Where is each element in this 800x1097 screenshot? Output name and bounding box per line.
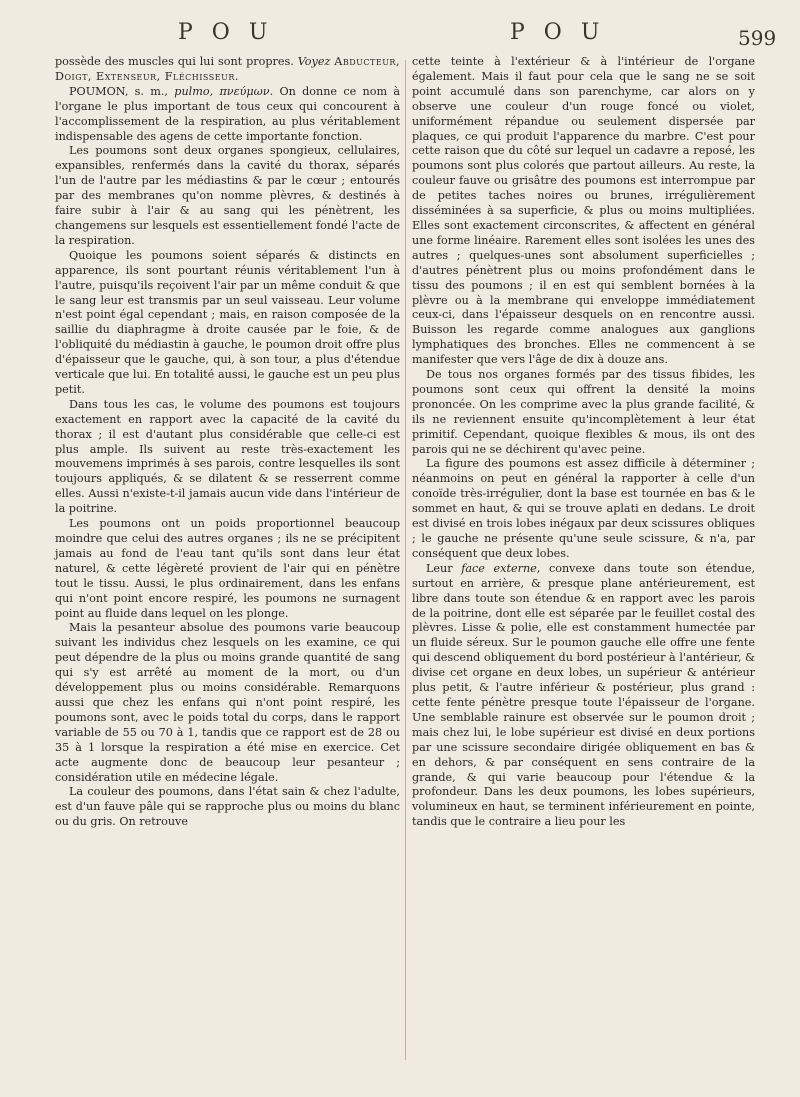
paragraph: cette teinte à l'extérieur & à l'intérieur de l'organe également. Mais il faut pour cela que le sang ne se soit point accumulé dans son parenchyme, car alors on y observe une couleur d'un rouge foncé ou violet, uniformément répandue ou seulement dispersée par plaques, ce qui produit l'apparence du marbre. C'est pour cette raison que du côté sur lequel un cadavre a reposé, les poumons sont plus colorés que partout ailleurs. Au reste, la couleur fauve ou grisâtre des poumons est interrompue par de petites taches noires ou brunes, irrégulièrement disséminées à sa superficie, & plus ou moins multipliées. Elles sont exactement circonscrites, & affectent en général une forme linéaire. Rarement elles sont isolées les unes des autres ; quelques-unes sont absolument superficielles ; d'autres pénètrent plus ou moins profondément dans le tissu des poumons ; il en est qui semblent bornées à la plèvre ou à la membrane qui enveloppe immédiatement ceux-ci, dans l'épaisseur desquels on en rencontre aussi. Buisson les regarde comme analogues aux ganglions lymphatiques des bronches. Elles ne commencent à se manifester que vers l'âge de dix à douze ans.	[412, 55, 755, 367]
paragraph: De tous nos organes formés par des tissus fibides, les poumons sont ceux qui offrent la densité la moins prononcée. On les comprime avec la plus grande facilité, & ils ne reviennent ensuite qu'incomplètement à leur état primitif. Cependant, quoique flexibles & mous, ils ont des parois qui ne se déchirent qu'avec peine.	[412, 368, 755, 456]
paragraph: Mais la pesanteur absolue des poumons varie beaucoup suivant les individus chez lesquels on les examine, ce qui peut dépendre de la plus ou moins grande quantité de sang qui s'y est arrêté au moment de la mort, ou d'un développement plus ou moins considérable. Remarquons aussi que chez les enfans qui n'ont point respiré, les poumons sont, avec le poids total du corps, dans le rapport variable de 55 ou 70 à 1, tandis que ce rapport est de 28 ou 35 à 1 lorsque la respiration a été mise en exercice. Cet acte augmente donc de beaucoup leur pesanteur ; considération utile en médecine légale.	[55, 621, 400, 784]
latin-term: pulmo,	[174, 84, 214, 98]
paragraph: Quoique les poumons soient séparés & distincts en apparence, ils sont pourtant réunis véritablement l'un à l'autre, puisqu'ils reçoivent l'air par un même conduit & que le sang leur est transmis par un seul vaisseau. Leur volume n'est point égal cependant ; mais, en raison composée de la saillie du diaphragme à droite causée par le foie, & de l'obliquité du médiastin à gauche, le poumon droit offre plus d'épaisseur que le gauche, qui, à son tour, a plus d'étendue verticale que lui. En totalité aussi, le gauche est un peu plus petit.	[55, 248, 400, 396]
paragraph-text: , convexe dans toute son étendue, surtout en arrière, & presque plane antérieurement, est libre dans toute son étendue & en rapport avec les parois de la poitrine, dont elle est séparée par le feuillet costal des plèvres. Lisse & polie, elle est constamment humectée par un fluide séreux. Sur le poumon gauche elle offre une fente qui descend obliquement du bord postérieur à l'antérieur, & divise cet organe en deux lobes, un supérieur & antérieur plus petit, & l'autre inférieur & postérieur, plus grand : cette fente pénètre presque toute l'épaisseur de l'organe. Une semblable rainure est observée sur le poumon droit ; mais chez lui, le lobe supérieur est divisé en deux portions par une scissure secondaire dirigée obliquement en bas & en dehors, & par conséquent en sens contraire de la grande, & qui varie beaucoup pour l'étendue & la profondeur. Dans les deux poumons, les lobes supérieurs, volumineux en haut, se terminent inférieurement en pointe, tandis que le contraire a lieu pour les	[412, 561, 755, 829]
paragraph: Les poumons ont un poids proportionnel beaucoup moindre que celui des autres organes ; ils ne se précipitent jamais au fond de l'eau tant qu'ils sont dans leur état naturel, & cette légèreté provient de l'air qui en pénètre tout le tissu. Aussi, le plus ordinairement, dans les enfans qui n'ont point encore respiré, les poumons ne surnagent point au fluide dans lequel on les plonge.	[55, 517, 400, 620]
paragraph-text: possède des muscles qui lui sont propres.	[55, 55, 294, 68]
paragraph	[55, 55, 400, 85]
see-also-label: Voyez	[297, 55, 331, 68]
term: face externe	[461, 561, 537, 575]
headword: POUMON	[69, 84, 125, 98]
cross-references: Abducteur, Doigt, Extenseur, Fléchisseur.	[55, 55, 401, 83]
paragraph: Les poumons sont deux organes spongieux, cellulaires, expansibles, renfermés dans la cavité du thorax, séparés l'un de l'autre par les médiastins & par le cœur ; entourés par des membranes qu'on nomme plèvres, & destinés à faire subir à l'air & au sang qui les pénètrent, les changemens sur lesquels est essentiellement fondé l'acte de la respiration.	[55, 144, 400, 247]
paragraph-lead: Leur	[426, 561, 453, 575]
paragraph-text: On donne ce nom à l'organe le plus important de tous ceux qui concourent à l'accomplissement de la respiration, au plus véritablement indispensable des agens de cette importante fonction.	[55, 84, 401, 143]
running-header	[0, 14, 800, 54]
paragraph	[412, 562, 755, 830]
paragraph: La figure des poumons est assez difficile à déterminer ; néanmoins on peut en général la rapporter à celle d'un conoïde très-irrégulier, dont la base est tournée en bas & le sommet en haut, & qui se trouve aplati en dedans. Le droit est divisé en trois lobes inégaux par deux scissures obliques ; le gauche ne présente qu'une seule scissure, & n'a, par conséquent que deux lobes.	[412, 457, 755, 560]
greek-term: πνεύμων.	[219, 84, 274, 98]
left-column	[55, 55, 400, 830]
column-divider	[405, 60, 406, 1060]
running-title-left: P O U	[178, 20, 274, 45]
running-title-right: P O U	[510, 20, 606, 45]
entry-paragraph	[55, 85, 400, 145]
right-column	[412, 55, 755, 830]
paragraph: La couleur des poumons, dans l'état sain & chez l'adulte, est d'un fauve pâle qui se rapproche plus ou moins du blanc ou du gris. On retrouve	[55, 785, 400, 829]
paragraph: Dans tous les cas, le volume des poumons est toujours exactement en rapport avec la capacité de la cavité du thorax ; il est d'autant plus considérable que celle-ci est plus ample. Ils suivent au reste très-exactement les mouvemens imprimés à ses parois, contre lesquelles ils sont toujours appliqués, & se dilatent & se resserrent comme elles. Aussi n'existe-t-il jamais aucun vide dans l'intérieur de la poitrine.	[55, 397, 400, 516]
grammar-note: , s. m.,	[124, 84, 168, 98]
page-number: 599	[738, 26, 777, 50]
